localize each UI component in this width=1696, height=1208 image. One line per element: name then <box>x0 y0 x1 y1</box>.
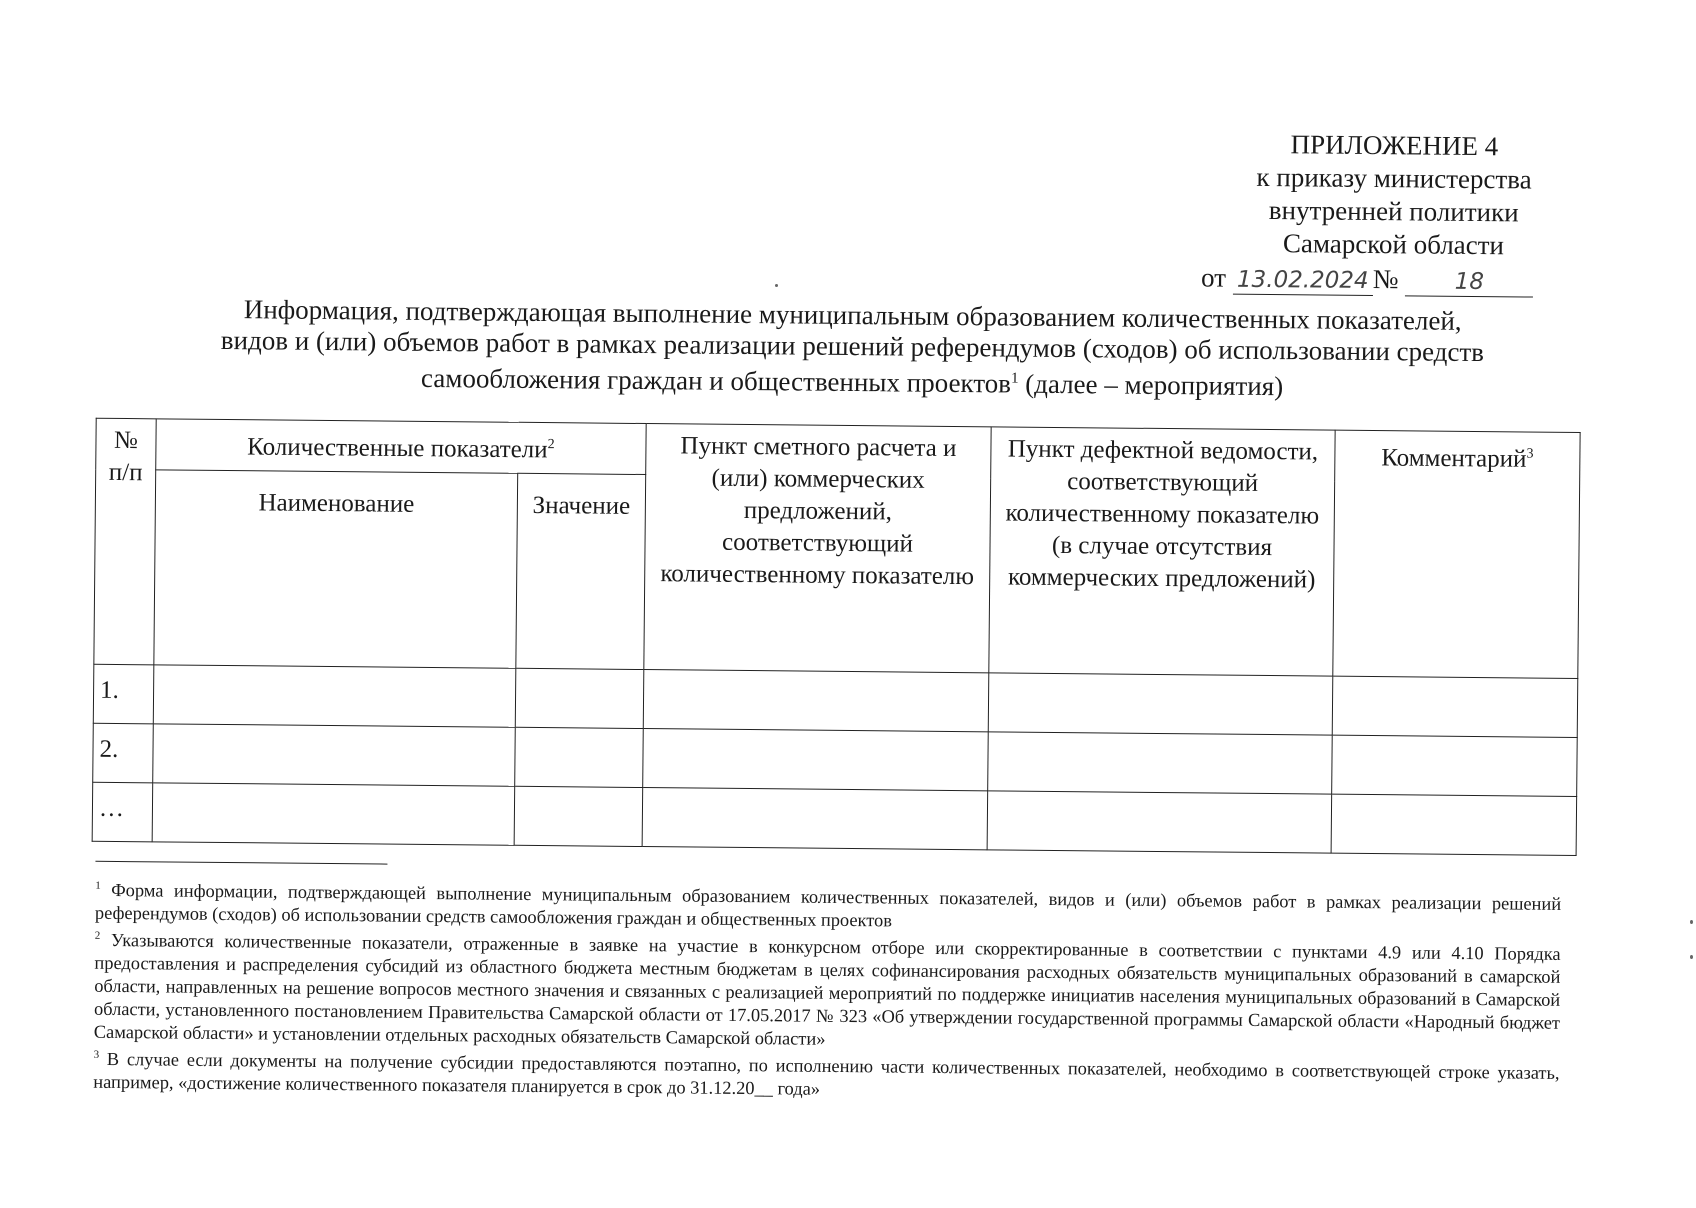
header-indicators-label: Количественные показатели <box>247 433 548 464</box>
appendix-line-1: к приказу министерства <box>1256 161 1532 195</box>
header-defect: Пункт дефектной ведомости, соответствующий количественному показателю (в случае отсутствия коммерческих предложений) <box>989 427 1335 676</box>
header-name: Наименование <box>154 470 518 668</box>
scan-speck <box>1690 920 1693 924</box>
cell-comment <box>1332 676 1578 737</box>
header-comment-label: Комментарий <box>1381 444 1527 473</box>
cell-name <box>153 665 516 727</box>
footnote-2-mark: 2 <box>94 929 101 942</box>
appendix-date-line <box>1183 261 1603 298</box>
cell-estimate <box>643 729 989 791</box>
appendix-header <box>1183 127 1605 298</box>
date-prefix: от <box>1200 262 1227 293</box>
title-line-3-text: самообложения граждан и общественных проектов <box>420 362 1012 399</box>
footnote-3-text: В случае если документы на получение субсидии предоставляются поэтапно, по исполнению части количественных показателей, необходимо в соответствующей строке указать, например, «достижение количественного показателя планируется в срок до 31.12.20__ года» <box>93 1049 1560 1100</box>
scan-speck <box>775 284 778 287</box>
footnote-1-mark: 1 <box>95 879 101 892</box>
cell-defect <box>987 791 1332 853</box>
footnote-ref-1: 1 <box>1010 370 1019 387</box>
title-line-1: Информация, подтверждающая выполнение муниципальным образованием количественных показателей, <box>243 294 1462 336</box>
number-prefix: № <box>1372 264 1399 295</box>
header-num: № п/п <box>94 418 156 665</box>
cell-name <box>152 783 515 845</box>
footnote-1-text: Форма информации, подтверждающей выполнение муниципальным образованием количественных показателей, видов и (или) объемов работ в рамках реализации решений референдумов (сходов) об использовании средств самообложения граждан и общественных проектов <box>94 879 1562 931</box>
cell-name <box>153 724 516 786</box>
header-indicators <box>156 419 646 475</box>
appendix-line-2: внутренней политики <box>1268 195 1519 228</box>
footnote-ref-2: 2 <box>547 437 555 453</box>
cell-value <box>514 786 643 846</box>
cell-value <box>515 727 644 787</box>
row-number: 1. <box>93 664 154 724</box>
row-number: 2. <box>93 723 154 783</box>
cell-estimate <box>642 788 988 850</box>
cell-value <box>515 668 644 728</box>
row-number: … <box>92 782 153 842</box>
cell-comment <box>1332 735 1578 796</box>
cell-estimate <box>643 670 989 732</box>
title-line-2: видов и (или) объемов работ в рамках реализации решений референдумов (сходов) об использовании средств <box>220 324 1485 368</box>
header-comment <box>1333 430 1580 678</box>
cell-defect <box>988 673 1333 735</box>
header-estimate: Пункт сметного расчета и (или) коммерческих предложений, соответствующий количественному показателю <box>644 424 991 673</box>
footnote-3-mark: 3 <box>93 1049 100 1062</box>
handwritten-date: 13.02.2024 <box>1233 266 1373 296</box>
appendix-line-3: Самарской области <box>1282 228 1505 261</box>
footnotes <box>93 875 1561 1108</box>
appendix-title: ПРИЛОЖЕНИЕ 4 <box>1290 129 1499 162</box>
footnote-ref-3: 3 <box>1526 446 1534 462</box>
footnote-2-text: Указываются количественные показатели, отраженные в заявке на участие в конкурсном отборе или скорректированные в соответствии с пунктами 4.9 или 4.10 Порядка предоставления и распределения субсидий из областного бюджета местным бюджетам в целях софинансирования расходных обязательств муниципальных образований в самарской области, направленных на решение вопросов местного значения и связанных с реализацией мероприятий по поддержке инициатив населения муниципальных образований в Самарской области, установленного постановлением Правительства Самарской области от 17.05.2017 № 323 «Об утверждении государственной программы Самарской области «Народный бюджет Самарской области» и установлении отдельных расходных обязательств Самарской области» <box>93 930 1561 1050</box>
cell-defect <box>988 732 1333 794</box>
footnote-separator <box>95 861 387 865</box>
header-value: Значение <box>516 473 646 669</box>
scan-speck <box>1690 955 1693 959</box>
cell-comment <box>1331 794 1577 855</box>
footnote-2 <box>94 925 1561 1058</box>
document-title <box>152 293 1553 404</box>
handwritten-number: 18 <box>1405 267 1533 297</box>
indicators-table <box>92 418 1581 856</box>
title-line-3-tail: (далее – мероприятия) <box>1018 368 1284 402</box>
